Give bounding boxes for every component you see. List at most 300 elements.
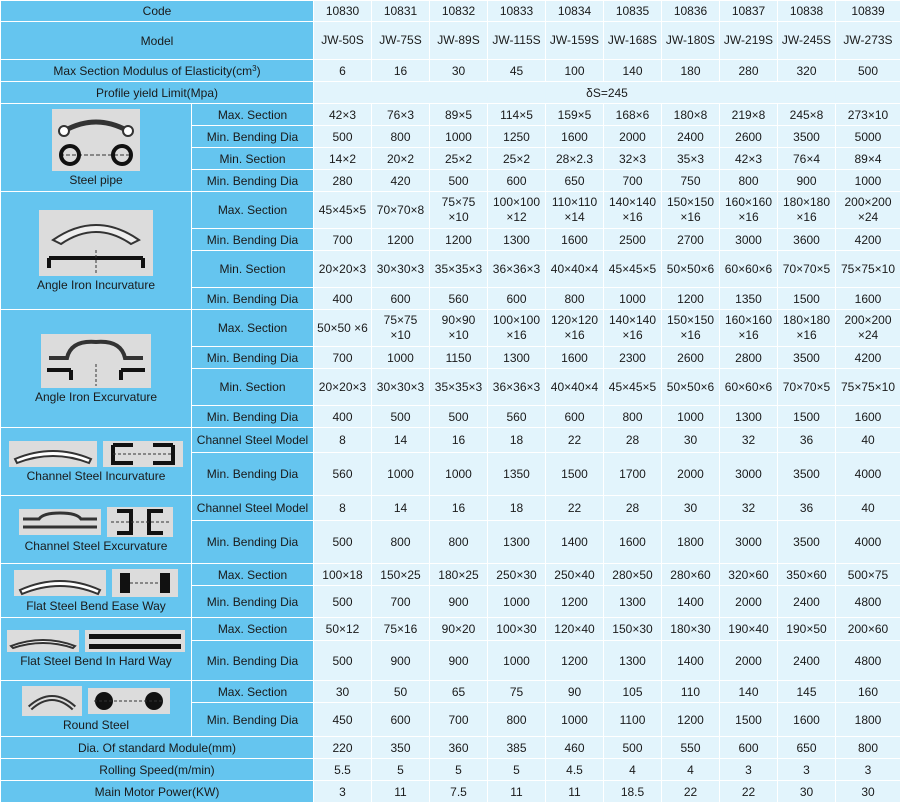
value-cell: 460	[546, 737, 604, 759]
value-cell: 4200	[836, 347, 900, 369]
value-cell: 900	[430, 641, 488, 681]
value-cell: 45×45×5	[314, 192, 372, 229]
value-cell: 700	[430, 703, 488, 737]
value-cell: 10836	[662, 1, 720, 22]
value-cell: 159×5	[546, 104, 604, 126]
value-cell: 400	[314, 406, 372, 428]
value-cell: 3500	[778, 453, 836, 496]
value-cell: 1400	[662, 641, 720, 681]
code-row-label: Code	[1, 1, 314, 22]
value-cell: 3	[314, 781, 372, 803]
row-label: Min. Bending Dia	[192, 703, 314, 737]
row-label: Max. Section	[192, 564, 314, 586]
value-cell: 200×60	[836, 618, 900, 641]
value-cell: 700	[604, 170, 662, 192]
value-cell: 1300	[604, 641, 662, 681]
value-cell: 190×40	[720, 618, 778, 641]
value-cell: 140×140 ×16	[604, 310, 662, 347]
value-cell: 800	[430, 521, 488, 564]
value-cell: 2600	[662, 347, 720, 369]
value-cell: 18	[488, 496, 546, 521]
value-cell: 150×25	[372, 564, 430, 586]
value-cell: 40×40×4	[546, 369, 604, 406]
value-cell: 4.5	[546, 759, 604, 781]
value-cell: 1800	[836, 703, 900, 737]
value-cell: 100	[546, 60, 604, 82]
value-cell: 1200	[662, 288, 720, 310]
value-cell: 360	[430, 737, 488, 759]
footer-row-label: Dia. Of standard Module(mm)	[1, 737, 314, 759]
footer-row-label: Rolling Speed(m/min)	[1, 759, 314, 781]
value-cell: 40	[836, 496, 900, 521]
value-cell: 10837	[720, 1, 778, 22]
value-cell: 5	[488, 759, 546, 781]
value-cell: 150×30	[604, 618, 662, 641]
row-label: Min. Bending Dia	[192, 126, 314, 148]
value-cell: 150×150 ×16	[662, 192, 720, 229]
value-cell: 89×4	[836, 148, 900, 170]
row-label: Max. Section	[192, 310, 314, 347]
value-cell: 180×180 ×16	[778, 192, 836, 229]
value-cell: 35×3	[662, 148, 720, 170]
value-cell: 3500	[778, 521, 836, 564]
value-cell: 1500	[720, 703, 778, 737]
value-cell: 700	[314, 347, 372, 369]
group-cell-flat-hard	[1, 618, 192, 681]
value-cell: 500	[604, 737, 662, 759]
row-label: Max. Section	[192, 192, 314, 229]
value-cell: 180×25	[430, 564, 488, 586]
value-cell: 180	[662, 60, 720, 82]
flat-steel-easy-way-icon	[3, 569, 189, 597]
yield-row	[1, 82, 900, 104]
value-cell: 200×200 ×24	[836, 192, 900, 229]
row-label: Min. Bending Dia	[192, 170, 314, 192]
value-cell: 2300	[604, 347, 662, 369]
row-label: Min. Section	[192, 369, 314, 406]
value-cell: 500	[430, 170, 488, 192]
model-row	[1, 22, 900, 60]
group-label: Angle Iron Incurvature	[36, 277, 156, 292]
value-cell: 1200	[662, 703, 720, 737]
value-cell: 70×70×5	[778, 369, 836, 406]
value-cell: 4000	[836, 453, 900, 496]
value-cell: JW-245S	[778, 22, 836, 60]
value-cell: 500	[372, 406, 430, 428]
value-cell: 75×16	[372, 618, 430, 641]
value-cell: 2800	[720, 347, 778, 369]
value-cell: 3	[836, 759, 900, 781]
value-cell: 32×3	[604, 148, 662, 170]
value-cell: 70×70×8	[372, 192, 430, 229]
value-cell: 30×30×3	[372, 251, 430, 288]
value-cell: 450	[314, 703, 372, 737]
value-cell: 50×12	[314, 618, 372, 641]
value-cell: 650	[778, 737, 836, 759]
group-cell-flat-easy	[1, 564, 192, 618]
value-cell: 280	[720, 60, 778, 82]
modulus-label-sup: 3	[252, 63, 257, 73]
value-cell: 4000	[836, 521, 900, 564]
flat-steel-hard-way-icon	[3, 630, 189, 652]
row-label: Min. Bending Dia	[192, 288, 314, 310]
value-cell: 10832	[430, 1, 488, 22]
value-cell: 100×30	[488, 618, 546, 641]
value-cell: 42×3	[314, 104, 372, 126]
value-cell: 2000	[720, 641, 778, 681]
value-cell: 3000	[720, 229, 778, 251]
value-cell: 32	[720, 496, 778, 521]
value-cell: 800	[836, 737, 900, 759]
value-cell: 1300	[488, 347, 546, 369]
value-cell: 36×36×3	[488, 369, 546, 406]
value-cell: 5	[430, 759, 488, 781]
value-cell: 35×35×3	[430, 369, 488, 406]
row-label: Min. Bending Dia	[192, 641, 314, 681]
value-cell: 10835	[604, 1, 662, 22]
round-steel-icon	[3, 686, 189, 716]
value-cell: 900	[778, 170, 836, 192]
value-cell: 75×75 ×10	[372, 310, 430, 347]
value-cell: 800	[488, 703, 546, 737]
value-cell: 60×60×6	[720, 251, 778, 288]
value-cell: 1500	[778, 288, 836, 310]
value-cell: 320×60	[720, 564, 778, 586]
value-cell: 1000	[430, 453, 488, 496]
value-cell: 75×75×10	[836, 369, 900, 406]
value-cell: 1200	[546, 586, 604, 618]
value-cell: 420	[372, 170, 430, 192]
value-cell: 1250	[488, 126, 546, 148]
value-cell: 60×60×6	[720, 369, 778, 406]
yield-row-label: Profile yield Limit(Mpa)	[1, 82, 314, 104]
value-cell: 11	[372, 781, 430, 803]
group-label: Flat Steel Bend Ease Way	[26, 598, 166, 613]
value-cell: 89×5	[430, 104, 488, 126]
value-cell: 14	[372, 428, 430, 453]
value-cell: 7.5	[430, 781, 488, 803]
value-cell: 3	[720, 759, 778, 781]
value-cell: 160	[836, 681, 900, 703]
value-cell: 700	[314, 229, 372, 251]
value-cell: 25×2	[488, 148, 546, 170]
value-cell: 40	[836, 428, 900, 453]
value-cell: 22	[662, 781, 720, 803]
value-cell: 3	[778, 759, 836, 781]
value-cell: 500	[314, 641, 372, 681]
value-cell: 16	[430, 428, 488, 453]
value-cell: 10838	[778, 1, 836, 22]
value-cell: 90×20	[430, 618, 488, 641]
value-cell: 1000	[488, 586, 546, 618]
value-cell: 20×2	[372, 148, 430, 170]
value-cell: 2400	[662, 126, 720, 148]
group-row	[1, 104, 900, 126]
channel-steel-incurvature-icon	[3, 441, 189, 467]
value-cell: 160×160 ×16	[720, 192, 778, 229]
row-label: Min. Bending Dia	[192, 406, 314, 428]
value-cell: JW-168S	[604, 22, 662, 60]
value-cell: 190×50	[778, 618, 836, 641]
value-cell: 800	[546, 288, 604, 310]
value-cell: 1400	[662, 586, 720, 618]
steel-pipe-icon	[3, 109, 189, 171]
value-cell: 385	[488, 737, 546, 759]
value-cell: 3500	[778, 126, 836, 148]
value-cell: 550	[662, 737, 720, 759]
modulus-label-suffix: )	[256, 63, 261, 78]
value-cell: 36	[778, 496, 836, 521]
value-cell: 3000	[720, 453, 778, 496]
value-cell: 560	[314, 453, 372, 496]
group-label: Flat Steel Bend In Hard Way	[20, 654, 172, 668]
value-cell: 1000	[604, 288, 662, 310]
value-cell: 76×3	[372, 104, 430, 126]
value-cell: 4	[604, 759, 662, 781]
value-cell: 22	[546, 428, 604, 453]
value-cell: 8	[314, 496, 372, 521]
value-cell: 750	[662, 170, 720, 192]
value-cell: JW-115S	[488, 22, 546, 60]
value-cell: 1300	[488, 229, 546, 251]
value-cell: 273×10	[836, 104, 900, 126]
value-cell: 500	[314, 586, 372, 618]
value-cell: 180×30	[662, 618, 720, 641]
value-cell: 28	[604, 496, 662, 521]
value-cell: 65	[430, 681, 488, 703]
value-cell: JW-219S	[720, 22, 778, 60]
row-label: Max. Section	[192, 618, 314, 641]
row-label: Min. Section	[192, 251, 314, 288]
row-label: Min. Bending Dia	[192, 521, 314, 564]
value-cell: 1600	[836, 288, 900, 310]
value-cell: 76×4	[778, 148, 836, 170]
value-cell: 14×2	[314, 148, 372, 170]
value-cell: 1200	[372, 229, 430, 251]
value-cell: 1100	[604, 703, 662, 737]
value-cell: 75×75 ×10	[430, 192, 488, 229]
value-cell: 245×8	[778, 104, 836, 126]
modulus-label-prefix: Max Section Modulus of Elasticity(cm	[53, 63, 253, 78]
group-cell-channel-in	[1, 428, 192, 496]
value-cell: 30	[662, 428, 720, 453]
value-cell: 280×60	[662, 564, 720, 586]
value-cell: 1600	[836, 406, 900, 428]
value-cell: 5	[372, 759, 430, 781]
value-cell: 1500	[778, 406, 836, 428]
value-cell: 30	[662, 496, 720, 521]
value-cell: JW-159S	[546, 22, 604, 60]
value-cell: 250×30	[488, 564, 546, 586]
value-cell: 140	[604, 60, 662, 82]
value-cell: 45	[488, 60, 546, 82]
value-cell: 11	[488, 781, 546, 803]
value-cell: 30	[836, 781, 900, 803]
row-label: Max. Section	[192, 104, 314, 126]
modulus-row-label	[1, 60, 314, 82]
group-cell-channel-ex	[1, 496, 192, 564]
value-cell: 35×35×3	[430, 251, 488, 288]
value-cell: 10830	[314, 1, 372, 22]
value-cell: 140×140 ×16	[604, 192, 662, 229]
value-cell: JW-89S	[430, 22, 488, 60]
value-cell: 800	[372, 126, 430, 148]
value-cell: 200×200 ×24	[836, 310, 900, 347]
value-cell: 2700	[662, 229, 720, 251]
value-cell: 1600	[546, 229, 604, 251]
value-cell: 600	[488, 170, 546, 192]
value-cell: 900	[372, 641, 430, 681]
value-cell: 36×36×3	[488, 251, 546, 288]
value-cell: 600	[488, 288, 546, 310]
value-cell: 50×50×6	[662, 251, 720, 288]
group-row	[1, 564, 900, 586]
value-cell: 800	[372, 521, 430, 564]
value-cell: JW-273S	[836, 22, 900, 60]
value-cell: 22	[720, 781, 778, 803]
value-cell: 20×20×3	[314, 251, 372, 288]
value-cell: 1300	[604, 586, 662, 618]
value-cell: 8	[314, 428, 372, 453]
value-cell: 50×50 ×6	[314, 310, 372, 347]
value-cell: 140	[720, 681, 778, 703]
value-cell: 30×30×3	[372, 369, 430, 406]
value-cell: 5000	[836, 126, 900, 148]
value-cell: 2400	[778, 586, 836, 618]
value-cell: 16	[372, 60, 430, 82]
value-cell: 1300	[488, 521, 546, 564]
group-cell-angle-ex	[1, 310, 192, 428]
value-cell: 10834	[546, 1, 604, 22]
yield-value: δS=245	[314, 82, 900, 104]
value-cell: 1200	[546, 641, 604, 681]
value-cell: 3500	[778, 347, 836, 369]
value-cell: 32	[720, 428, 778, 453]
value-cell: 1600	[604, 521, 662, 564]
row-label: Min. Bending Dia	[192, 586, 314, 618]
value-cell: 10831	[372, 1, 430, 22]
value-cell: 1400	[546, 521, 604, 564]
value-cell: 160×160 ×16	[720, 310, 778, 347]
value-cell: 600	[372, 703, 430, 737]
group-cell-steel-pipe	[1, 104, 192, 192]
value-cell: 2000	[604, 126, 662, 148]
modulus-row	[1, 60, 900, 82]
value-cell: 600	[546, 406, 604, 428]
value-cell: 50	[372, 681, 430, 703]
value-cell: 110×110 ×14	[546, 192, 604, 229]
value-cell: 219×8	[720, 104, 778, 126]
value-cell: 25×2	[430, 148, 488, 170]
value-cell: 75×75×10	[836, 251, 900, 288]
group-label: Round Steel	[62, 717, 130, 732]
value-cell: 150×150 ×16	[662, 310, 720, 347]
row-label: Min. Bending Dia	[192, 347, 314, 369]
value-cell: 400	[314, 288, 372, 310]
value-cell: 1000	[546, 703, 604, 737]
row-label: Min. Bending Dia	[192, 453, 314, 496]
angle-iron-incurvature-icon	[3, 210, 189, 276]
value-cell: 42×3	[720, 148, 778, 170]
value-cell: 1700	[604, 453, 662, 496]
value-cell: 320	[778, 60, 836, 82]
value-cell: 30	[314, 681, 372, 703]
value-cell: 90	[546, 681, 604, 703]
value-cell: 28	[604, 428, 662, 453]
value-cell: 1350	[488, 453, 546, 496]
value-cell: 1000	[836, 170, 900, 192]
value-cell: 4	[662, 759, 720, 781]
row-label: Min. Section	[192, 148, 314, 170]
model-row-label: Model	[1, 22, 314, 60]
value-cell: 18.5	[604, 781, 662, 803]
value-cell: 600	[372, 288, 430, 310]
value-cell: 75	[488, 681, 546, 703]
value-cell: 1350	[720, 288, 778, 310]
value-cell: 4800	[836, 641, 900, 681]
group-label: Steel pipe	[69, 172, 123, 187]
group-row	[1, 310, 900, 347]
value-cell: 4200	[836, 229, 900, 251]
value-cell: JW-50S	[314, 22, 372, 60]
value-cell: 20×20×3	[314, 369, 372, 406]
value-cell: 1600	[778, 703, 836, 737]
footer-row	[1, 759, 900, 781]
group-label: Channel Steel Excurvature	[24, 538, 168, 553]
value-cell: 105	[604, 681, 662, 703]
value-cell: 350×60	[778, 564, 836, 586]
value-cell: 500×75	[836, 564, 900, 586]
value-cell: 1000	[372, 347, 430, 369]
value-cell: 30	[430, 60, 488, 82]
value-cell: 1150	[430, 347, 488, 369]
value-cell: 1200	[430, 229, 488, 251]
value-cell: 900	[430, 586, 488, 618]
value-cell: 30	[778, 781, 836, 803]
value-cell: 36	[778, 428, 836, 453]
value-cell: 280	[314, 170, 372, 192]
value-cell: 90×90 ×10	[430, 310, 488, 347]
value-cell: 1300	[720, 406, 778, 428]
group-row	[1, 618, 900, 641]
group-row	[1, 496, 900, 521]
value-cell: 50×50×6	[662, 369, 720, 406]
group-label: Channel Steel Incurvature	[26, 468, 166, 483]
value-cell: 45×45×5	[604, 251, 662, 288]
value-cell: JW-75S	[372, 22, 430, 60]
value-cell: 70×70×5	[778, 251, 836, 288]
value-cell: 650	[546, 170, 604, 192]
value-cell: 4800	[836, 586, 900, 618]
value-cell: 11	[546, 781, 604, 803]
row-label: Channel Steel Model	[192, 496, 314, 521]
value-cell: 114×5	[488, 104, 546, 126]
value-cell: 700	[372, 586, 430, 618]
row-label: Max. Section	[192, 681, 314, 703]
value-cell: 120×120 ×16	[546, 310, 604, 347]
value-cell: 500	[836, 60, 900, 82]
value-cell: 800	[604, 406, 662, 428]
value-cell: 1500	[546, 453, 604, 496]
value-cell: 10839	[836, 1, 900, 22]
footer-row	[1, 737, 900, 759]
value-cell: 560	[430, 288, 488, 310]
value-cell: 180×180 ×16	[778, 310, 836, 347]
value-cell: 1600	[546, 126, 604, 148]
value-cell: 5.5	[314, 759, 372, 781]
value-cell: 800	[720, 170, 778, 192]
value-cell: 22	[546, 496, 604, 521]
